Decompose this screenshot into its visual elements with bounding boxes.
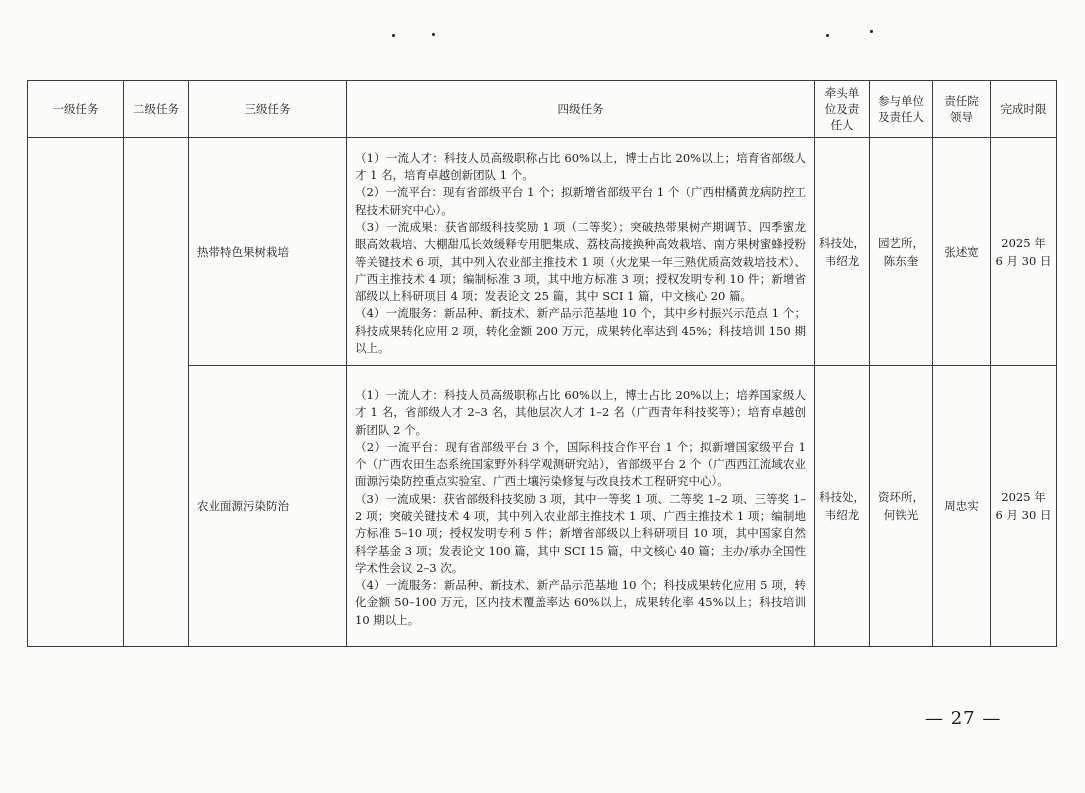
level4-cell (347, 138, 815, 366)
level4-paragraph: （4）一流服务：新品种、新技术、新产品示范基地 10 个；科技成果转化应用 5 项，转化金额 50–100 万元，区内技术覆盖率达 60%以上，成果转化率 45%以上；科技培训 10 期以上。 (355, 578, 806, 627)
participants-cell: 资环所， 何铁光 (870, 366, 933, 647)
level2-cell (124, 138, 189, 647)
header-deadline: 完成时限 (991, 81, 1057, 138)
level4-paragraph: （1）一流人才：科技人员高级职称占比 60%以上，博士占比 20%以上；培养国家级人才 1 名，省部级人才 2–3 名，其他层次人才 1–2 名（广西青年科技奖等）；培育卓越创新团队 2 个。 (355, 387, 806, 437)
table-row (28, 138, 1057, 366)
level4-paragraph: （3）一流成果：获省部级科技奖励 3 项，其中一等奖 1 项、二等奖 1–2 项、三等奖 1–2 项；突破关键技术 4 项，其中列入农业部主推技术 1 项、广西主推技术 1 项；编制地方标准 5–10 项；授权发明专利 5 件；新增省部级以上科研项目 10 项，其中国家自然科学基金 3 项；发表论文 100 篇，其中 SCI 15 篇，中文核心 40 篇；主办/承办全国性学术性会议 2–3 次。 (355, 491, 806, 575)
level4-paragraph: （1）一流人才：科技人员高级职称占比 60%以上，博士占比 20%以上；培育省部级人才 1 名，培育卓越创新团队 1 个。 (355, 150, 806, 183)
lead-cell: 科技处， 韦绍龙 (815, 138, 870, 366)
header-level4: 四级任务 (347, 81, 815, 138)
header-participants: 参与单位及责任人 (870, 81, 933, 138)
level4-paragraph: （2）一流平台：现有省部级平台 1 个；拟新增省部级平台 1 个（广西柑橘黄龙病防控工程技术研究中心）。 (355, 185, 806, 217)
task-table (27, 80, 1057, 647)
header-level2: 二级任务 (124, 81, 189, 138)
level4-paragraph: （4）一流服务：新品种、新技术、新产品示范基地 10 个，其中乡村振兴示范点 1 个；科技成果转化应用 2 项，转化金额 200 万元，成果转化率达到 45%；科技培训 150 期以上。 (355, 306, 806, 355)
page-number: — 27 — (925, 708, 1002, 729)
level4-cell (347, 366, 815, 647)
level1-cell (28, 138, 124, 647)
participants-cell: 园艺所， 陈东奎 (870, 138, 933, 366)
level3-cell: 热带特色果树栽培 (189, 138, 347, 366)
lead-cell: 科技处， 韦绍龙 (815, 366, 870, 647)
deadline-cell: 2025 年 6 月 30 日 (991, 366, 1057, 647)
level4-paragraph: （2）一流平台：现有省部级平台 3 个，国际科技合作平台 1 个；拟新增国家级平台 1 个（广西农田生态系统国家野外科学观测研究站），省部级平台 2 个（广西西江流域农业面源污染防控重点实验室、广西土壤污染修复与改良技术工程研究中心）。 (355, 439, 806, 489)
header-lead: 牵头单位及责任人 (815, 81, 870, 138)
table-header-row (28, 81, 1057, 138)
header-level1: 一级任务 (28, 81, 124, 138)
header-leader: 责任院领导 (933, 81, 991, 138)
scan-specks (0, 24, 1085, 44)
deadline-cell: 2025 年 6 月 30 日 (991, 138, 1057, 366)
level3-cell: 农业面源污染防治 (189, 366, 347, 647)
level4-paragraph: （3）一流成果：获省部级科技奖励 1 项（二等奖）；突破热带果树产期调节、四季蜜龙眼高效栽培、大棚甜瓜长效缓释专用肥集成、荔枝高接换种高效栽培、南方果树蜜蜂授粉等关键技术 6 项，其中列入农业部主推技术 1 项（火龙果一年三熟优质高效栽培技术）、广西主推技术 4 项；编制标准 3 项，其中地方标准 3 项；授权发明专利 10 件；新增省部级以上科研项目 4 项；发表论文 25 篇，其中 SCI 1 篇，中文核心 20 篇。 (355, 219, 806, 304)
leader-cell: 张述宽 (933, 138, 991, 366)
leader-cell: 周忠实 (933, 366, 991, 647)
header-level3: 三级任务 (189, 81, 347, 138)
